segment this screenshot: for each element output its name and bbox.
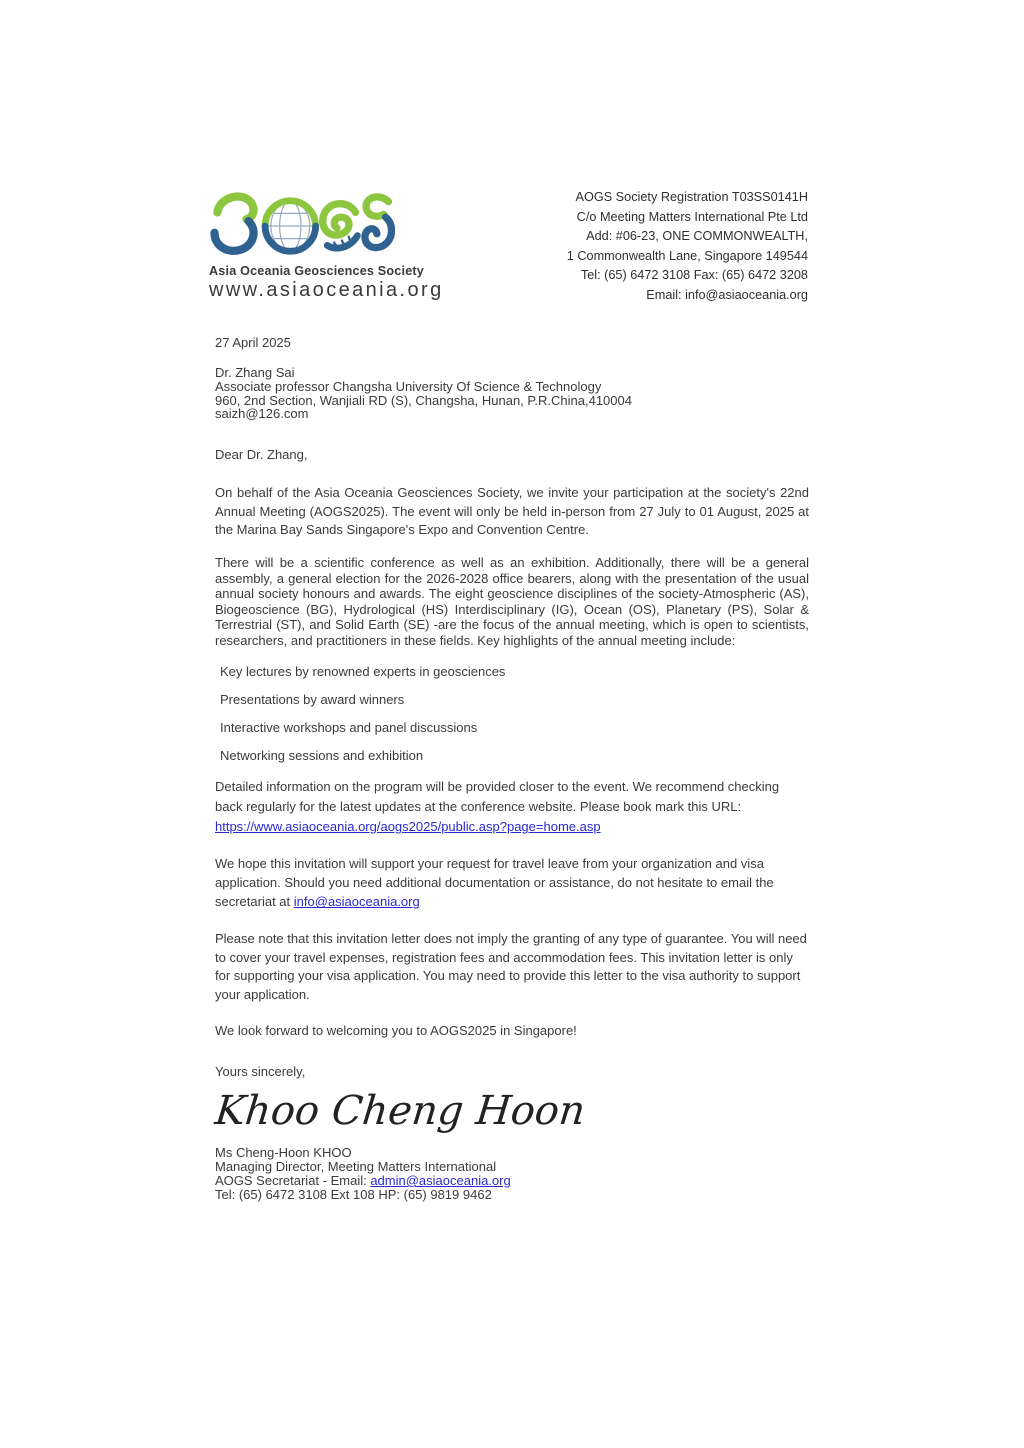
paragraph-website: [215, 777, 809, 836]
signer-block: [215, 1146, 809, 1202]
highlight-item: Presentations by award winners: [220, 692, 405, 708]
signer-name: Ms Cheng-Hoon KHOO: [215, 1145, 352, 1161]
paragraph-disclaimer: Please note that this invitation letter does not imply the granting of any type of guarantee. You will need to cover your travel expenses, registration fees and accommodation fees. This invitation letter is only for supporting your visa application. You may need to provide this letter to the visa authority to support your application.: [215, 930, 807, 1003]
address-line-telfax: Tel: (65) 6472 3108 Fax: (65) 6472 3208: [580, 268, 808, 282]
recipient-name: Dr. Zhang Sai: [215, 365, 295, 380]
highlights-list: [215, 665, 809, 763]
recipient-title: Associate professor Changsha University Of Science & Technology: [215, 378, 602, 394]
secretariat-email-link[interactable]: info@asiaoceania.org: [293, 894, 420, 910]
aogs-logo: [209, 191, 444, 302]
society-address-block: [567, 188, 808, 305]
signature-script: Khoo Cheng Hoon: [213, 1088, 588, 1135]
letter-body: [215, 336, 809, 1202]
valediction: Yours sincerely,: [215, 1064, 306, 1080]
salutation: Dear Dr. Zhang,: [215, 447, 308, 463]
address-line-careof: C/o Meeting Matters International Pte Ltd: [576, 209, 808, 224]
address-line-email: Email: info@asiaoceania.org: [646, 287, 808, 302]
address-line-street: 1 Commonwealth Lane, Singapore 149544: [566, 248, 808, 263]
highlight-item: Key lectures by renowned experts in geosciences: [220, 664, 506, 680]
address-line-registration: AOGS Society Registration T03SS0141H: [575, 190, 808, 204]
signer-email-prefix: AOGS Secretariat - Email:: [215, 1173, 371, 1189]
aogs-logo-mark: [209, 191, 395, 261]
paragraph-program: There will be a scientific conference as well as an exhibition. Additionally, there will be a general assembly, a general election for the 2026-2028 office bearers, along with the presentation of the usual annual society honours and awards. The eight geoscience disciplines of the society-Atmospheric (AS), Biogeoscience (BG), Hydrological (HS) Interdisciplinary (IG), Ocean (OS), Planetary (PS), Solar & Terrestrial (ST), and Solid Earth (SE) -are the focus of the annual meeting, which is open to scientists, researchers, and practitioners in these fields. Key highlights of the annual meeting include:: [215, 555, 809, 648]
admin-email-link[interactable]: admin@asiaoceania.org: [370, 1173, 511, 1189]
address-line-unit: Add: #06-23, ONE COMMONWEALTH,: [586, 229, 808, 243]
letter-date: 27 April 2025: [215, 335, 291, 350]
signer-email-line: [215, 1174, 809, 1188]
highlight-item: Interactive workshops and panel discussions: [220, 720, 478, 736]
paragraph-support: [215, 854, 809, 912]
recipient-email: saizh@126.com: [215, 406, 309, 422]
signer-title: Managing Director, Meeting Matters International: [215, 1159, 497, 1175]
logo-website: www.asiaoceania.org: [209, 279, 444, 301]
paragraph-support-text: We hope this invitation will support your request for travel leave from your organization and visa application. Should you need additional documentation or assistance, do not hesitate to email the secretariat at: [215, 855, 774, 910]
highlight-item: Networking sessions and exhibition: [220, 748, 424, 764]
paragraph-invitation: On behalf of the Asia Oceania Geosciences Society, we invite your participation at the society's 22nd Annual Meeting (AOGS2025). The event will only be held in-person from 27 July to 01 August, 2025 at the Marina Bay Sands Singapore's Expo and Convention Centre.: [215, 485, 809, 537]
logo-org-name: Asia Oceania Geosciences Society: [209, 264, 425, 278]
conference-url-link[interactable]: https://www.asiaoceania.org/aogs2025/public.asp?page=home.asp: [215, 819, 601, 835]
closing-line: We look forward to welcoming you to AOGS2025 in Singapore!: [215, 1023, 577, 1039]
recipient-block: [215, 366, 809, 421]
recipient-address: 960, 2nd Section, Wanjiali RD (S), Changsha, Hunan, P.R.China,410004: [215, 392, 632, 408]
signer-phone: Tel: (65) 6472 3108 Ext 108 HP: (65) 9819 9462: [215, 1187, 492, 1203]
paragraph-website-text: Detailed information on the program will be provided closer to the event. We recommend checking back regularly for the latest updates at the conference website. Please book mark this URL:: [215, 779, 780, 814]
